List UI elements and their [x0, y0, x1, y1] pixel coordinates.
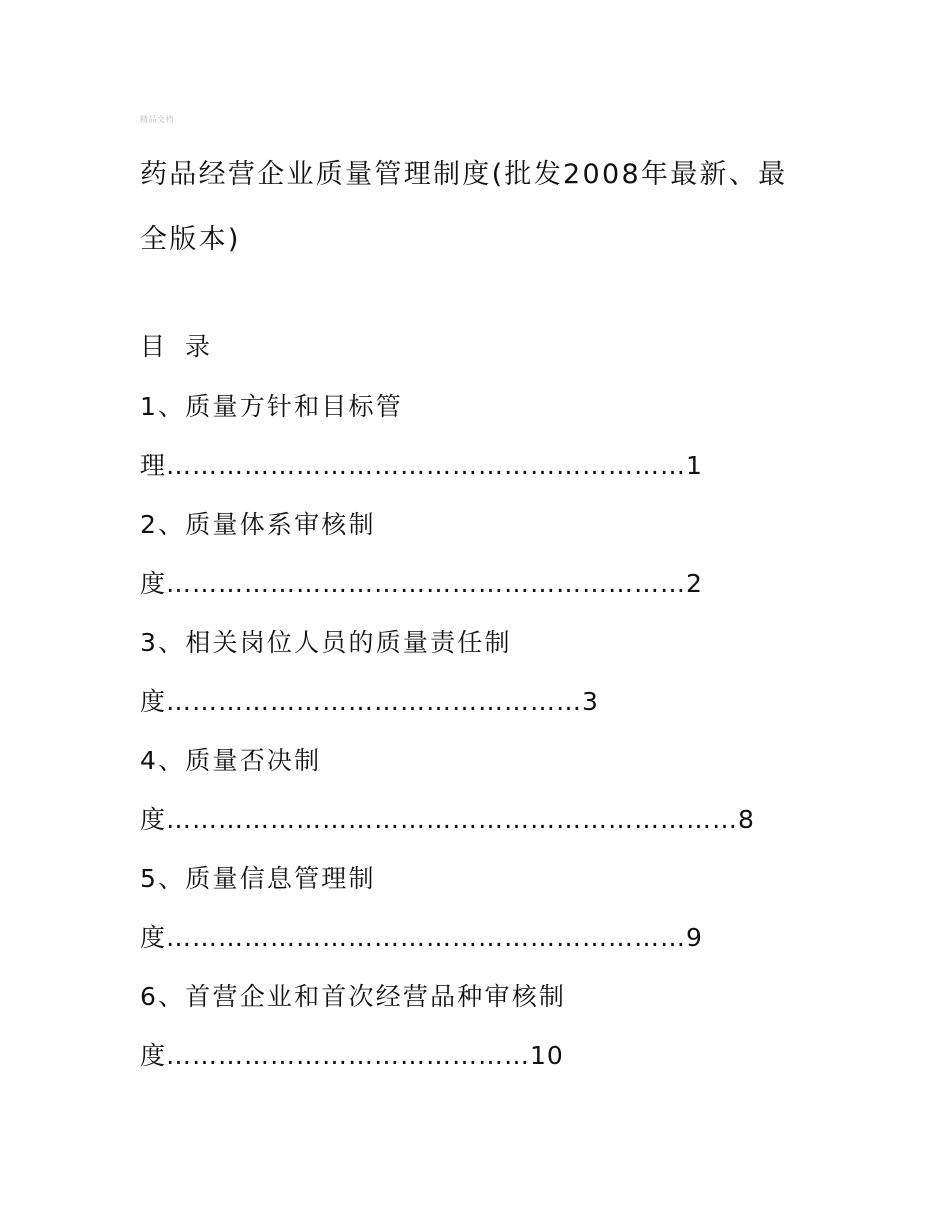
toc-entry-leader [140, 916, 820, 975]
toc-entry-page-line: 度……………………………………………………9 [140, 923, 703, 952]
toc-entry-leader [140, 798, 820, 857]
toc-entry-leader [140, 444, 820, 503]
title-line-2: 全版本) [140, 224, 241, 255]
document-title [140, 152, 820, 262]
toc-heading: 目 录 [140, 332, 216, 361]
toc-entry-page-line: 度……………………………………………………2 [140, 569, 703, 598]
toc-entry-page-line: 理……………………………………………………1 [140, 451, 703, 480]
table-of-contents [140, 325, 820, 1093]
toc-entry-title: 2、质量体系审核制 [140, 510, 376, 539]
toc-entry-leader [140, 1034, 820, 1093]
toc-entry-page-line: 度…………………………………………3 [140, 687, 599, 716]
toc-entry-title: 1、质量方针和目标管 [140, 392, 403, 421]
toc-entry-title: 4、质量否决制 [140, 746, 322, 775]
toc-entry-page-line: 度…………………………………………………………8 [140, 805, 755, 834]
toc-entry-leader [140, 562, 820, 621]
title-line-1: 药品经营企业质量管理制度(批发2008年最新、最 [140, 159, 788, 190]
toc-entry-title: 6、首营企业和首次经营品种审核制 [140, 982, 567, 1011]
toc-entry-page-line: 度……………………………………10 [140, 1041, 564, 1070]
toc-entry-leader [140, 680, 820, 739]
watermark-text: 精品文档 [140, 115, 174, 124]
toc-entry-title: 5、质量信息管理制 [140, 864, 376, 893]
toc-entry-title: 3、相关岗位人员的质量责任制 [140, 628, 512, 657]
